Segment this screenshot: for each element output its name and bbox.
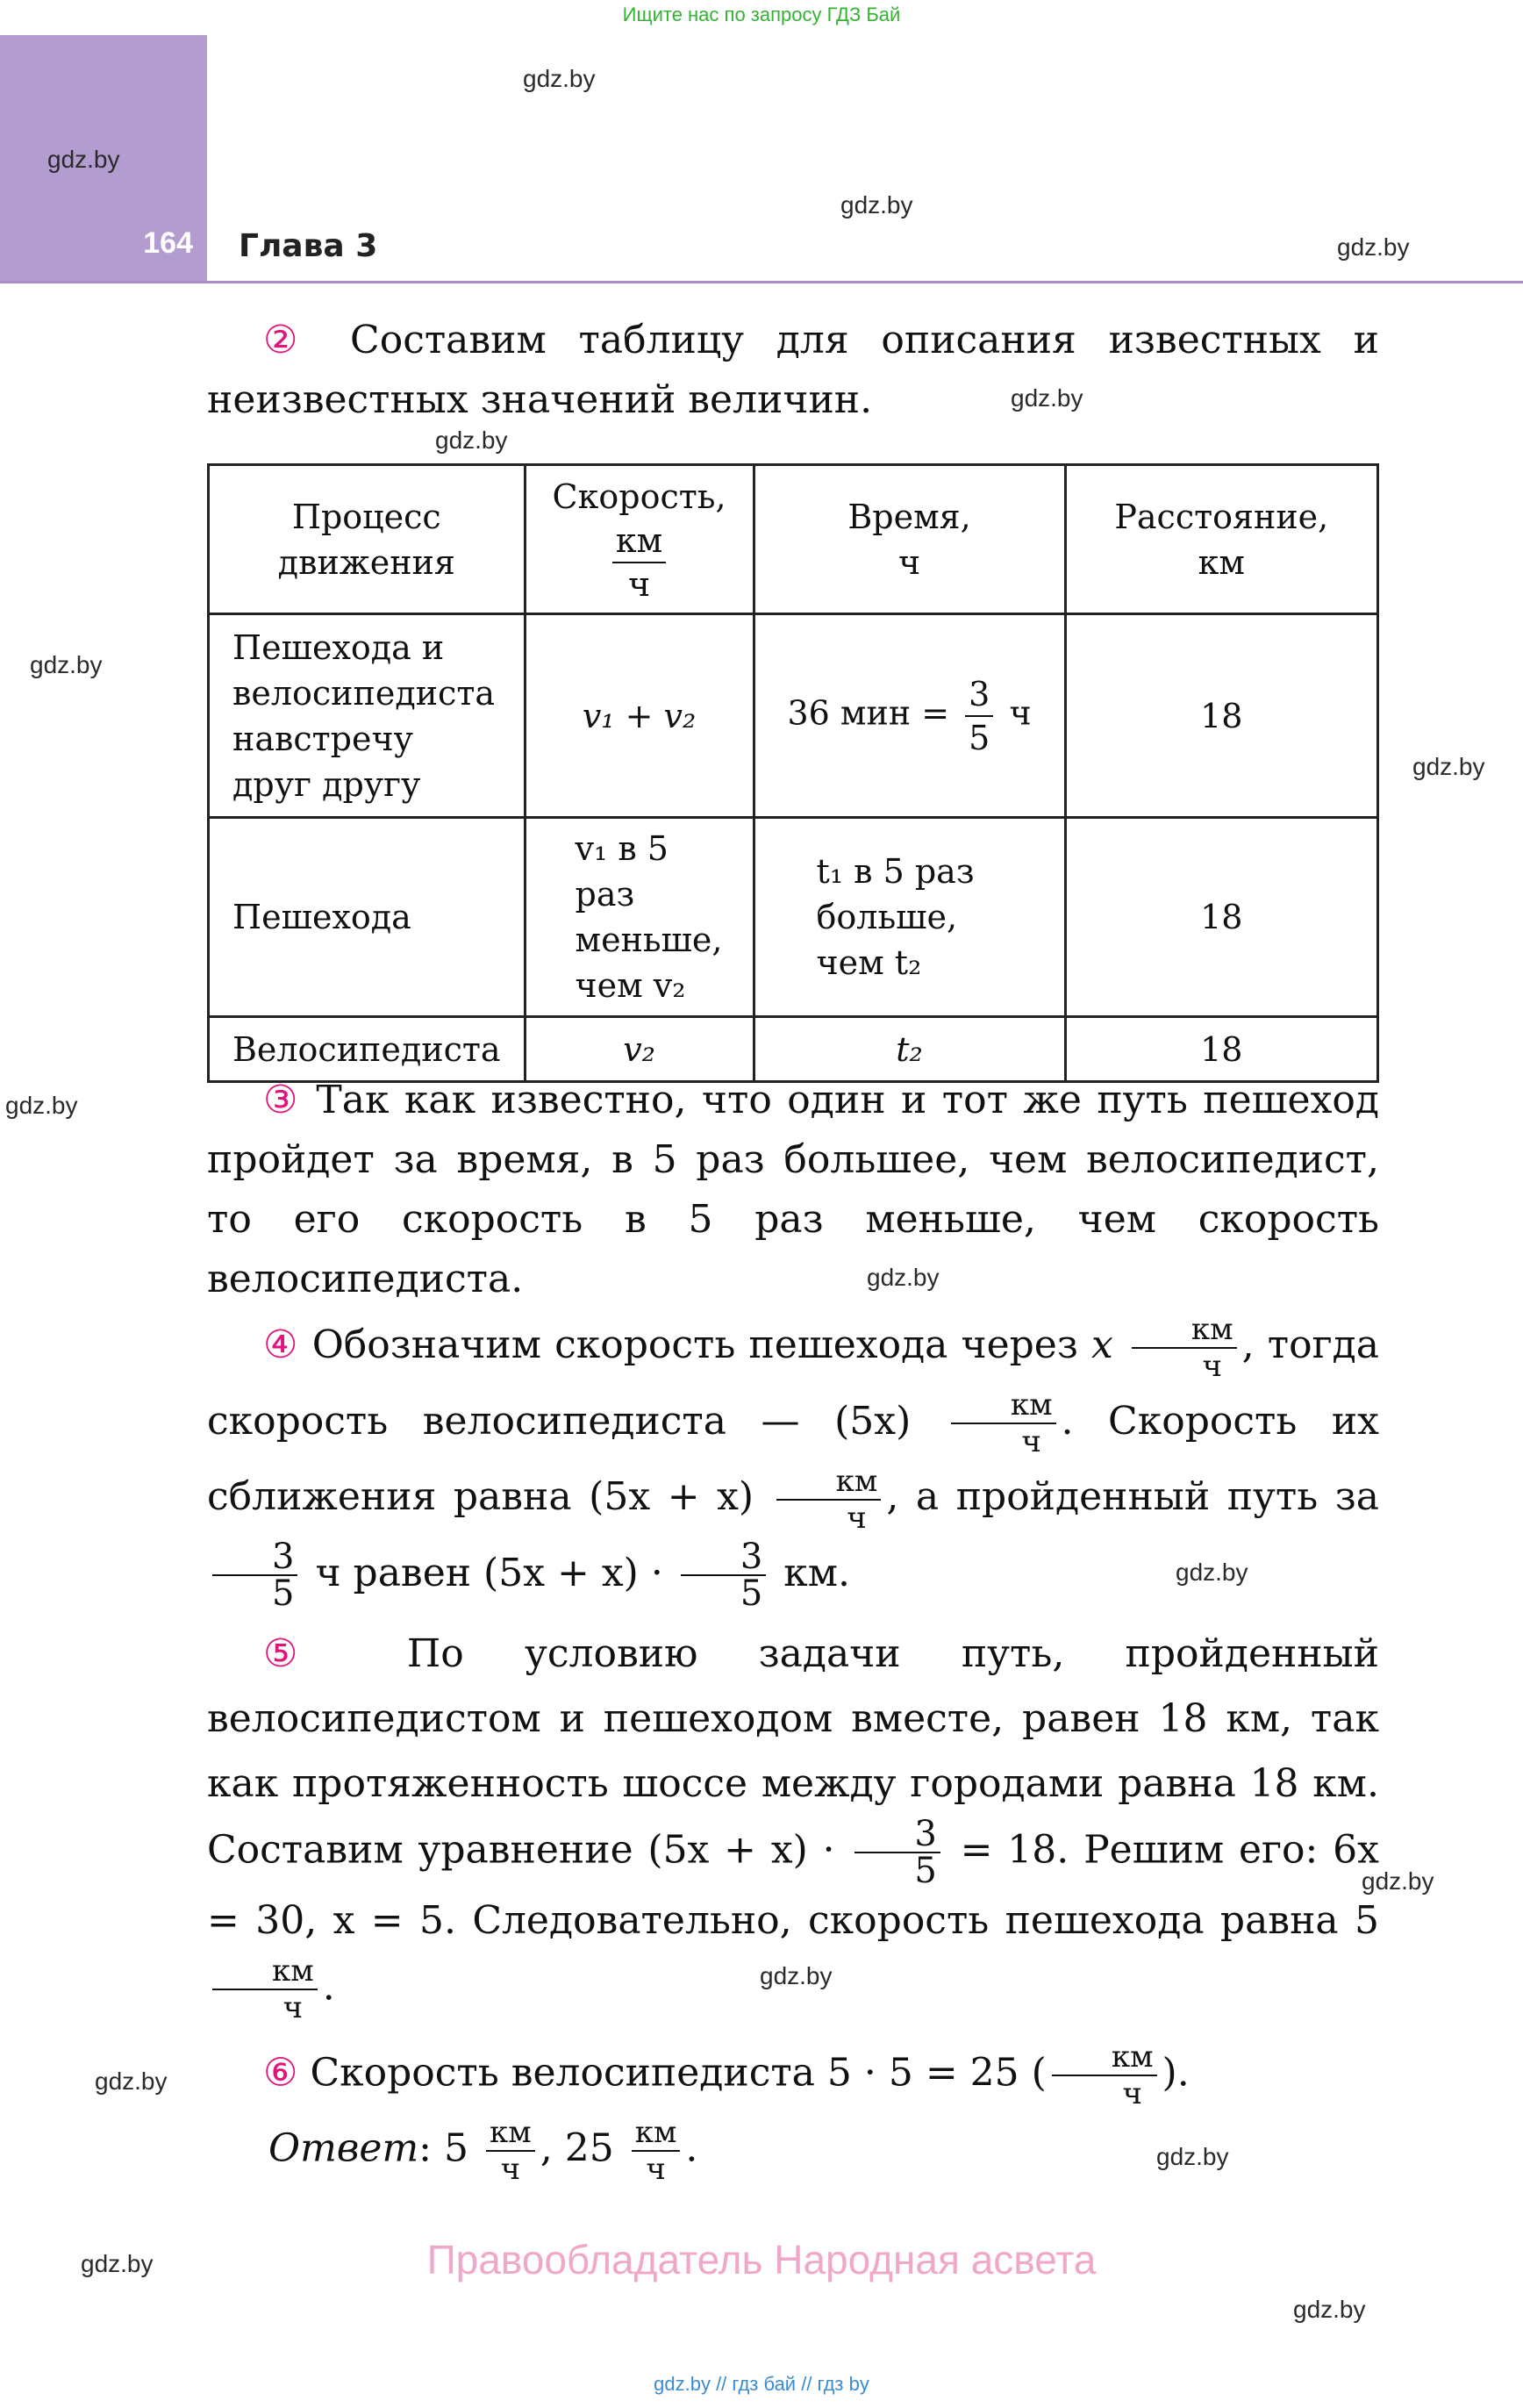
header-speed-label: Скорость, [552, 477, 726, 516]
watermark: gdz.by [1156, 2143, 1229, 2170]
page-number: 164 [143, 226, 193, 260]
unit-fraction [776, 1464, 882, 1536]
time-unit: ч [1009, 693, 1032, 732]
step-marker: ⑤ [263, 1631, 347, 1676]
row-time [754, 818, 1065, 1017]
paragraph-2 [207, 311, 1379, 430]
watermark: gdz.by [81, 2250, 154, 2277]
fraction-numerator: км [1132, 1312, 1237, 1349]
watermark: gdz.by [1293, 2296, 1366, 2323]
watermark: gdz.by [523, 65, 596, 92]
paragraph-text: ч равен (5x + x) · [315, 1550, 663, 1595]
fraction-numerator: км [1052, 2039, 1157, 2076]
watermark: gdz.by [840, 191, 913, 219]
row-distance: 18 [1065, 818, 1377, 1017]
fraction-denominator: 5 [914, 1851, 937, 1891]
watermark: gdz.by [867, 1264, 940, 1291]
table-header-row [209, 465, 1378, 614]
answer-value: 5 [444, 2125, 468, 2171]
answer-line [268, 2115, 1321, 2187]
header-process: Процесс движения [209, 465, 526, 614]
paragraph-text: . Скорость их сближения равна (5x + x) [207, 1398, 1379, 1519]
header-distance [1065, 465, 1377, 614]
header-distance-label: Расстояние, [1114, 497, 1329, 536]
row-time: t₂ [754, 1017, 1065, 1082]
top-note: Ищите нас по запросу ГДЗ Бай [622, 4, 901, 25]
fraction-denominator: ч [282, 1990, 304, 2025]
table-row [209, 614, 1378, 818]
header-time [754, 465, 1065, 614]
fraction-numerator: км [212, 1953, 318, 1990]
header-rule [0, 281, 1523, 283]
paragraph-text: , тогда скорость велосипедиста — (5x) [207, 1322, 1379, 1444]
fraction-numerator: км [612, 520, 666, 563]
time-fraction [965, 673, 993, 759]
watermark: gdz.by [47, 146, 120, 173]
watermark: gdz.by [95, 2068, 168, 2095]
fraction-denominator: 5 [272, 1573, 295, 1614]
number-fraction [212, 1537, 297, 1614]
fraction-numerator: 3 [965, 673, 993, 717]
paragraph-4 [207, 1308, 1379, 1614]
speed-line: v₁ в 5 раз [575, 829, 669, 914]
answer-end: . [685, 2125, 698, 2171]
paragraph-6 [207, 2039, 1379, 2111]
header-speed [525, 465, 754, 614]
paragraph-text: По условию задачи путь, пройденный велосипедистом и пешеходом вместе, равен 18 км, так как протяженность шоссе между городами равна 18 км. Составим уравнение (5x + x) · [207, 1631, 1379, 1873]
speed-unit-fraction [612, 520, 666, 606]
row-process: Пешехода [209, 818, 526, 1017]
answer-separator: , [540, 2125, 553, 2171]
number-fraction [854, 1814, 940, 1891]
step-marker: ③ [263, 1078, 301, 1122]
row-distance: 18 [1065, 1017, 1377, 1082]
fraction-denominator: 5 [969, 718, 990, 757]
row-speed [525, 818, 754, 1017]
time-line: больше, [816, 898, 958, 936]
watermark: gdz.by [1176, 1559, 1248, 1586]
copyright-notice: Правообладатель Народная асвета [426, 2237, 1097, 2283]
time-line: чем t₂ [816, 943, 922, 982]
watermark: gdz.by [1412, 753, 1485, 780]
header-time-label: Время, [847, 497, 971, 536]
unit-fraction [486, 2115, 535, 2187]
watermark: gdz.by [1011, 384, 1083, 412]
variable-x: x [1090, 1322, 1113, 1367]
watermark: gdz.by [435, 426, 508, 454]
step-marker: ② [263, 318, 318, 362]
row-time [754, 614, 1065, 818]
answer-label: Ответ [268, 2125, 419, 2171]
unit-fraction [1132, 1312, 1237, 1384]
unit-fraction [632, 2115, 681, 2187]
fraction-numerator: км [486, 2115, 535, 2152]
chapter-title: Глава 3 [239, 228, 378, 264]
paragraph-text: = 18. Решим его: 6x = 30, x = 5. Следовательно, скорость пешехода равна 5 [207, 1827, 1379, 1943]
paragraph-text: , а пройденный путь за [886, 1474, 1379, 1519]
fraction-denominator: 5 [740, 1573, 763, 1614]
paragraph-text: Обозначим скорость пешехода через [311, 1322, 1078, 1367]
fraction-numerator: 3 [212, 1539, 297, 1576]
row-speed: v₂ [525, 1017, 754, 1082]
fraction-denominator: ч [1122, 2076, 1142, 2111]
step-marker: ④ [263, 1322, 299, 1367]
header-time-unit: ч [897, 542, 921, 582]
paragraph-text: Составим таблицу для описания известных и неизвестных значений величин. [207, 318, 1379, 422]
paragraph-3 [207, 1071, 1379, 1309]
paragraph-text: ). [1162, 2050, 1190, 2096]
unit-fraction [951, 1387, 1056, 1459]
header-distance-unit: км [1198, 542, 1245, 582]
speed-line: меньше, [575, 921, 723, 959]
row-speed: v₁ + v₂ [525, 614, 754, 818]
watermark: gdz.by [1362, 1867, 1434, 1895]
fraction-denominator: ч [1021, 1424, 1041, 1459]
answer-colon: : [418, 2125, 432, 2171]
time-line: t₁ в 5 раз [816, 852, 975, 891]
table-row [209, 818, 1378, 1017]
paragraph-text: Скорость велосипедиста 5 · 5 = 25 ( [310, 2050, 1047, 2096]
fraction-denominator: ч [627, 564, 651, 604]
paragraph-text: . [322, 1964, 335, 2010]
unit-fraction [212, 1953, 318, 2025]
answer-value: 25 [564, 2125, 614, 2171]
unit-fraction [1052, 2039, 1157, 2111]
fraction-denominator: ч [646, 2152, 666, 2187]
fraction-denominator: ч [847, 1500, 867, 1536]
fraction-denominator: ч [500, 2152, 521, 2187]
fraction-numerator: км [632, 2115, 681, 2152]
fraction-numerator: 3 [854, 1817, 940, 1853]
footer-links: gdz.by // гдз бай // гдз by [654, 2373, 869, 2395]
time-text: 36 мин = [787, 693, 950, 732]
row-process: Велосипедиста [209, 1017, 526, 1082]
fraction-numerator: км [951, 1387, 1056, 1424]
paragraph-5 [207, 1622, 1379, 2025]
watermark: gdz.by [30, 651, 103, 678]
watermark: gdz.by [760, 1962, 833, 1989]
paragraph-text: км. [783, 1550, 850, 1595]
watermark: gdz.by [5, 1092, 78, 1119]
number-fraction [681, 1537, 766, 1614]
paragraph-text: Так как известно, что один и тот же путь пешеход пройдет за время, в 5 раз большее, чем велосипедист, то его скорость в 5 раз меньше, чем скорость велосипедиста. [207, 1078, 1379, 1301]
step-marker: ⑥ [263, 2050, 298, 2096]
watermark: gdz.by [1337, 233, 1410, 261]
speed-line: чем v₂ [575, 966, 686, 1005]
row-distance: 18 [1065, 614, 1377, 818]
fraction-denominator: ч [1202, 1348, 1223, 1384]
fraction-numerator: км [776, 1464, 882, 1501]
row-process: Пешехода и велосипедиста навстречу друг другу [209, 614, 526, 818]
fraction-numerator: 3 [681, 1539, 766, 1576]
values-table [207, 463, 1379, 1083]
